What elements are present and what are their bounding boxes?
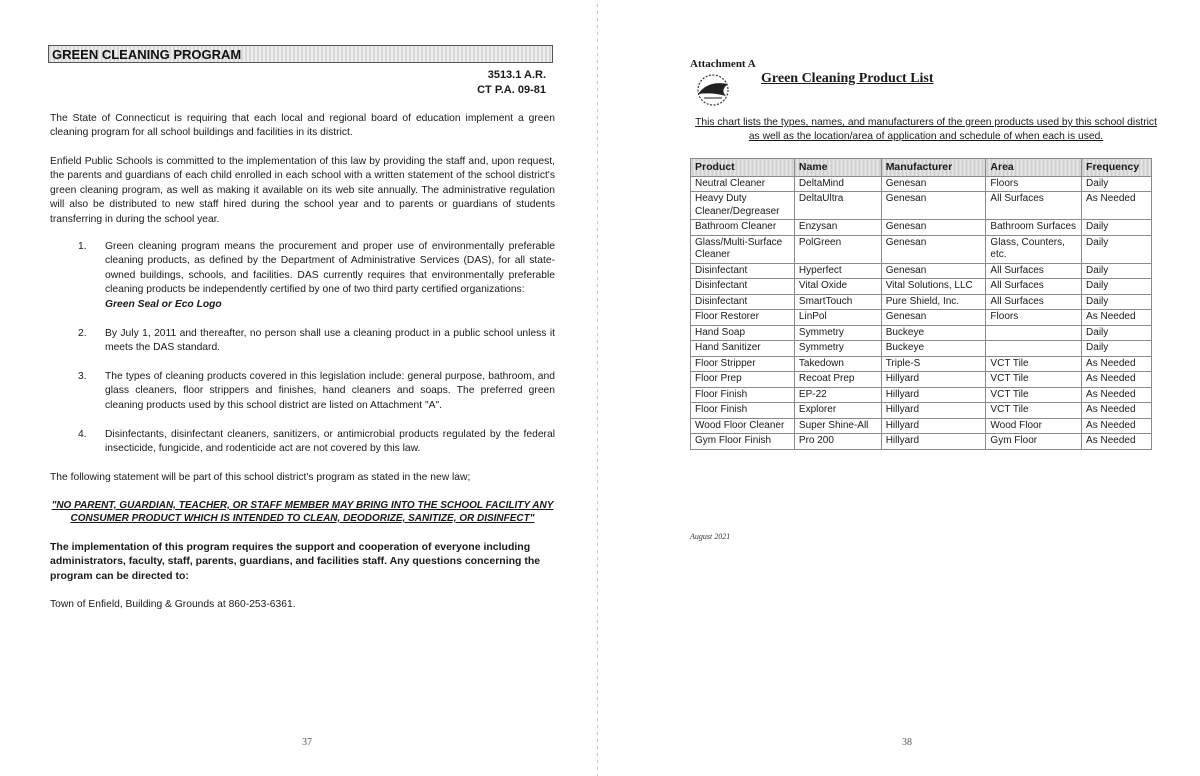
table-header-row — [691, 159, 1152, 177]
cell-name: Vital Oxide — [794, 279, 881, 295]
cell-manufacturer: Hillyard — [881, 418, 986, 434]
table-row — [691, 403, 1152, 419]
list-item — [78, 240, 555, 312]
certification-names: Green Seal or Eco Logo — [105, 298, 222, 310]
policy-reference: 3513.1 A.R. — [487, 69, 546, 81]
cell-product: Floor Finish — [691, 403, 795, 419]
cell-manufacturer: Genesan — [881, 310, 986, 326]
cell-frequency: As Needed — [1082, 387, 1152, 403]
support-paragraph: The implementation of this program requires the support and cooperation of everyone including administrators, faculty, staff, parents, guardians, and facilities staff. Any questions concerning the program can be directed to: — [50, 541, 541, 582]
table-row — [691, 220, 1152, 236]
cell-name: Recoat Prep — [794, 372, 881, 388]
cell-frequency: Daily — [1082, 176, 1152, 192]
cell-product: Floor Finish — [691, 387, 795, 403]
cell-product: Disinfectant — [691, 279, 795, 295]
cell-manufacturer: Hillyard — [881, 403, 986, 419]
contact-line: Town of Enfield, Building & Grounds at 860-253-6361. — [50, 599, 296, 610]
cell-frequency: Daily — [1082, 325, 1152, 341]
list-item — [78, 327, 555, 356]
cell-frequency: As Needed — [1082, 372, 1152, 388]
list-item — [78, 428, 555, 457]
cell-frequency: Daily — [1082, 294, 1152, 310]
table-row — [691, 279, 1152, 295]
chart-description: This chart lists the types, names, and manufacturers of the green products used by this school district as well as the location/area of application and schedule of when each is used. — [695, 117, 1157, 142]
item-text: Disinfectants, disinfectant cleaners, sanitizers, or antimicrobial products regulated by the federal insecticide, fungicide, and rodenticide act are not covered by this law. — [105, 429, 555, 455]
table-row — [691, 356, 1152, 372]
page-number: 37 — [302, 737, 312, 748]
table-row — [691, 176, 1152, 192]
cell-manufacturer: Triple-S — [881, 356, 986, 372]
cell-frequency: As Needed — [1082, 418, 1152, 434]
cell-area: Gym Floor — [986, 434, 1082, 450]
statement-intro: The following statement will be part of this school district's program as stated in the new law; — [50, 472, 471, 483]
cell-area: All Surfaces — [986, 279, 1082, 295]
cell-manufacturer: Genesan — [881, 220, 986, 236]
table-row — [691, 372, 1152, 388]
cell-name: Hyperfect — [794, 263, 881, 279]
cell-manufacturer: Vital Solutions, LLC — [881, 279, 986, 295]
item-text: Green cleaning program means the procurement and proper use of environmentally preferable cleaning products, as defined by the Department of Administrative Services (DAS), for all state-owned buildings, schools, and facilities. DAS currently requires that environmentally preferable cleaning products be independently certified by one of two third party certified organizations: — [105, 241, 555, 296]
program-title: GREEN CLEANING PROGRAM — [48, 45, 553, 63]
cell-area — [986, 325, 1082, 341]
table-body — [691, 176, 1152, 449]
column-header-area: Area — [986, 159, 1082, 177]
cell-product: Floor Restorer — [691, 310, 795, 326]
column-header-frequency: Frequency — [1082, 159, 1152, 177]
cell-frequency: As Needed — [1082, 356, 1152, 372]
cell-name: Pro 200 — [794, 434, 881, 450]
table-row — [691, 434, 1152, 450]
cell-name: Explorer — [794, 403, 881, 419]
cell-frequency: As Needed — [1082, 403, 1152, 419]
cell-frequency: As Needed — [1082, 192, 1152, 220]
table-row — [691, 294, 1152, 310]
intro-paragraph: The State of Connecticut is requiring that each local and regional board of education implement a green cleaning program for all school buildings and facilities in its district. — [50, 113, 555, 139]
column-header-product: Product — [691, 159, 795, 177]
cell-area: All Surfaces — [986, 192, 1082, 220]
list-item — [78, 370, 555, 413]
cell-frequency: Daily — [1082, 235, 1152, 263]
cell-name: DeltaUltra — [794, 192, 881, 220]
cell-manufacturer: Pure Shield, Inc. — [881, 294, 986, 310]
table-row — [691, 263, 1152, 279]
item-number: 2. — [78, 328, 87, 339]
cell-manufacturer: Buckeye — [881, 325, 986, 341]
cell-area: Floors — [986, 176, 1082, 192]
cell-area — [986, 341, 1082, 357]
cell-name: Enzysan — [794, 220, 881, 236]
cell-product: Gym Floor Finish — [691, 434, 795, 450]
cell-area: Wood Floor — [986, 418, 1082, 434]
page-number: 38 — [902, 737, 912, 748]
cell-area: VCT Tile — [986, 372, 1082, 388]
cell-manufacturer: Hillyard — [881, 387, 986, 403]
item-number: 4. — [78, 429, 87, 440]
cell-manufacturer: Genesan — [881, 176, 986, 192]
cell-product: Hand Sanitizer — [691, 341, 795, 357]
table-row — [691, 192, 1152, 220]
cell-product: Hand Soap — [691, 325, 795, 341]
cell-area: VCT Tile — [986, 356, 1082, 372]
cell-name: LinPol — [794, 310, 881, 326]
cell-frequency: As Needed — [1082, 310, 1152, 326]
cell-manufacturer: Hillyard — [881, 434, 986, 450]
table-row — [691, 418, 1152, 434]
item-text: By July 1, 2011 and thereafter, no person shall use a cleaning product in a public school unless it meets the DAS standard. — [105, 328, 555, 354]
cell-manufacturer: Genesan — [881, 263, 986, 279]
commitment-paragraph: Enfield Public Schools is committed to the implementation of this law by providing the staff and, upon request, the parents and guardians of each child enrolled in each school with a written statement of the school district's green cleaning program, as well as making it available on its web site annually. The administrative regulation will also be distributed to new staff hired during the school year and to parents or guardians of students transferring in during the school year. — [50, 156, 555, 225]
cell-product: Disinfectant — [691, 294, 795, 310]
law-reference: CT P.A. 09-81 — [477, 84, 546, 96]
cell-manufacturer: Genesan — [881, 192, 986, 220]
cell-name: Symmetry — [794, 325, 881, 341]
cell-frequency: As Needed — [1082, 434, 1152, 450]
left-page — [0, 0, 598, 776]
mandate-quote: "NO PARENT, GUARDIAN, TEACHER, OR STAFF MEMBER MAY BRING INTO THE SCHOOL FACILITY ANY CONSUMER PRODUCT WHICH IS INTENDED TO CLEAN, DEODORIZE, SANITIZE, OR DISINFECT" — [51, 500, 554, 524]
product-list-title: Green Cleaning Product List — [761, 71, 934, 86]
column-header-name: Name — [794, 159, 881, 177]
cell-product: Bathroom Cleaner — [691, 220, 795, 236]
cell-product: Heavy Duty Cleaner/Degreaser — [691, 192, 795, 220]
cell-manufacturer: Genesan — [881, 235, 986, 263]
table-row — [691, 341, 1152, 357]
attachment-label: Attachment A — [690, 58, 756, 70]
column-header-manufacturer: Manufacturer — [881, 159, 986, 177]
cell-product: Floor Stripper — [691, 356, 795, 372]
cell-name: SmartTouch — [794, 294, 881, 310]
cell-name: DeltaMind — [794, 176, 881, 192]
table-row — [691, 235, 1152, 263]
item-number: 3. — [78, 371, 87, 382]
green-seal-icon — [690, 72, 736, 108]
cell-area: Glass, Counters, etc. — [986, 235, 1082, 263]
cell-area: All Surfaces — [986, 263, 1082, 279]
cell-area: Bathroom Surfaces — [986, 220, 1082, 236]
cell-name: Takedown — [794, 356, 881, 372]
cell-name: PolGreen — [794, 235, 881, 263]
cell-product: Floor Prep — [691, 372, 795, 388]
cell-frequency: Daily — [1082, 263, 1152, 279]
cell-area: VCT Tile — [986, 387, 1082, 403]
cell-frequency: Daily — [1082, 220, 1152, 236]
cell-product: Disinfectant — [691, 263, 795, 279]
item-number: 1. — [78, 241, 87, 252]
cell-product: Wood Floor Cleaner — [691, 418, 795, 434]
cell-name: Symmetry — [794, 341, 881, 357]
right-page — [598, 0, 1200, 776]
revision-date: August 2021 — [690, 532, 731, 541]
cell-name: Super Shine-All — [794, 418, 881, 434]
table-row — [691, 387, 1152, 403]
cell-name: EP-22 — [794, 387, 881, 403]
cell-frequency: Daily — [1082, 341, 1152, 357]
cell-area: VCT Tile — [986, 403, 1082, 419]
cell-product: Glass/Multi-Surface Cleaner — [691, 235, 795, 263]
product-table — [690, 158, 1152, 450]
cell-product: Neutral Cleaner — [691, 176, 795, 192]
table-row — [691, 310, 1152, 326]
cell-area: Floors — [986, 310, 1082, 326]
cell-area: All Surfaces — [986, 294, 1082, 310]
cell-frequency: Daily — [1082, 279, 1152, 295]
table-row — [691, 325, 1152, 341]
cell-manufacturer: Buckeye — [881, 341, 986, 357]
item-text: The types of cleaning products covered in this legislation include: general purpose, bathroom, and glass cleaners, floor strippers and finishes, hand cleaners and soaps. The preferred green cleaning products used by this school district are listed on Attachment "A". — [105, 371, 555, 411]
cell-manufacturer: Hillyard — [881, 372, 986, 388]
